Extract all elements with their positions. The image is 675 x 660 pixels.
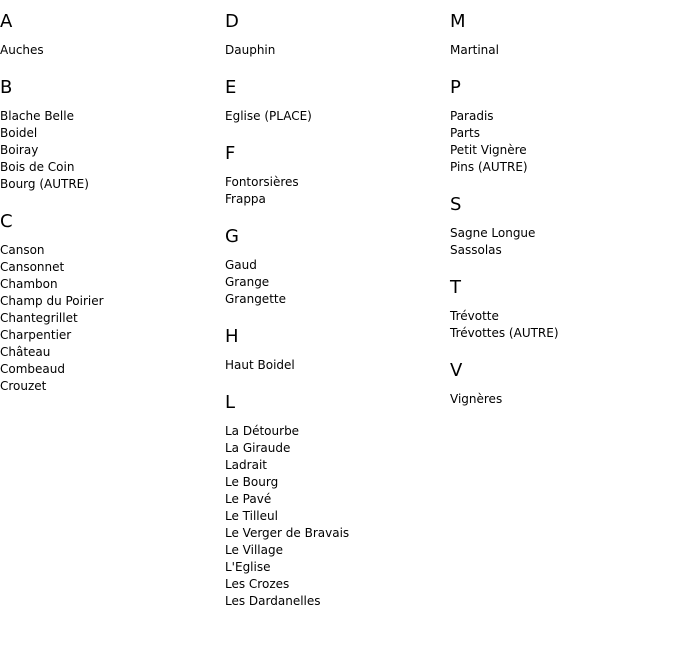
place-link[interactable]: Vignères bbox=[450, 392, 503, 406]
place-link[interactable]: Martinal bbox=[450, 43, 499, 57]
place-list bbox=[450, 391, 665, 408]
place-link[interactable]: Frappa bbox=[225, 192, 266, 206]
place-list bbox=[225, 42, 440, 59]
place-list-item bbox=[225, 508, 440, 525]
letter-heading: M bbox=[450, 11, 466, 32]
place-link[interactable]: Crouzet bbox=[0, 379, 47, 393]
place-link[interactable]: La Détourbe bbox=[225, 424, 300, 438]
place-link[interactable]: La Giraude bbox=[225, 441, 291, 455]
letter-heading: P bbox=[450, 77, 461, 98]
place-link[interactable]: Eglise (PLACE) bbox=[225, 109, 312, 123]
place-list-item bbox=[225, 291, 440, 308]
letter-group bbox=[225, 10, 440, 59]
place-list-item bbox=[225, 576, 440, 593]
place-list-item bbox=[450, 108, 665, 125]
place-list-item bbox=[225, 593, 440, 610]
place-link[interactable]: Haut Boidel bbox=[225, 358, 295, 372]
letter-group bbox=[225, 76, 440, 125]
place-link[interactable]: Chantegrillet bbox=[0, 311, 78, 325]
place-link[interactable]: Trévottes (AUTRE) bbox=[450, 326, 559, 340]
place-list-item bbox=[450, 325, 665, 342]
place-link[interactable]: Trévotte bbox=[450, 309, 499, 323]
place-link[interactable]: Charpentier bbox=[0, 328, 72, 342]
place-list-item bbox=[0, 159, 215, 176]
place-list-item bbox=[0, 242, 215, 259]
place-list-item bbox=[0, 142, 215, 159]
letter-group bbox=[225, 325, 440, 374]
place-list-item bbox=[225, 357, 440, 374]
letter-heading: T bbox=[450, 277, 461, 298]
place-link[interactable]: Blache Belle bbox=[0, 109, 74, 123]
letter-group bbox=[0, 10, 215, 59]
place-list-item bbox=[450, 125, 665, 142]
place-list-item bbox=[450, 391, 665, 408]
place-list-item bbox=[450, 159, 665, 176]
letter-heading: G bbox=[225, 226, 239, 247]
place-list-item bbox=[225, 423, 440, 440]
place-list bbox=[450, 308, 665, 342]
place-list-item bbox=[0, 276, 215, 293]
letter-heading: F bbox=[225, 143, 236, 164]
letter-group bbox=[0, 76, 215, 193]
place-link[interactable]: Paradis bbox=[450, 109, 494, 123]
place-list-item bbox=[225, 474, 440, 491]
place-link[interactable]: Combeaud bbox=[0, 362, 65, 376]
letter-heading: D bbox=[225, 11, 239, 32]
place-link[interactable]: Pins (AUTRE) bbox=[450, 160, 528, 174]
place-link[interactable]: Grange bbox=[225, 275, 270, 289]
place-link[interactable]: Fontorsières bbox=[225, 175, 299, 189]
letter-heading: E bbox=[225, 77, 237, 98]
place-list-item bbox=[225, 274, 440, 291]
place-list bbox=[0, 42, 215, 59]
place-list-item bbox=[225, 525, 440, 542]
place-list-item bbox=[450, 242, 665, 259]
place-list-item bbox=[0, 108, 215, 125]
letter-group bbox=[450, 10, 665, 59]
place-list-item bbox=[225, 257, 440, 274]
place-link[interactable]: Gaud bbox=[225, 258, 257, 272]
place-link[interactable]: Chambon bbox=[0, 277, 58, 291]
place-link[interactable]: Bois de Coin bbox=[0, 160, 75, 174]
place-link[interactable]: Cansonnet bbox=[0, 260, 65, 274]
place-list bbox=[225, 357, 440, 374]
place-list-item bbox=[225, 174, 440, 191]
letter-group bbox=[450, 276, 665, 342]
index-column-1 bbox=[0, 10, 215, 395]
place-link[interactable]: Parts bbox=[450, 126, 480, 140]
place-link[interactable]: Champ du Poirier bbox=[0, 294, 104, 308]
index-column-3 bbox=[450, 10, 665, 408]
place-link[interactable]: Le Verger de Bravais bbox=[225, 526, 350, 540]
place-list-item bbox=[450, 308, 665, 325]
place-link[interactable]: Le Bourg bbox=[225, 475, 279, 489]
place-link[interactable]: Canson bbox=[0, 243, 45, 257]
place-list-item bbox=[0, 344, 215, 361]
letter-heading: C bbox=[0, 211, 13, 232]
place-link[interactable]: Sassolas bbox=[450, 243, 502, 257]
place-link[interactable]: Petit Vignère bbox=[450, 143, 527, 157]
letter-heading: S bbox=[450, 194, 462, 215]
place-link[interactable]: Le Pavé bbox=[225, 492, 272, 506]
place-list-item bbox=[225, 440, 440, 457]
place-link[interactable]: Sagne Longue bbox=[450, 226, 536, 240]
letter-heading: A bbox=[0, 11, 13, 32]
place-list-item bbox=[225, 42, 440, 59]
letter-group bbox=[225, 142, 440, 208]
place-link[interactable]: L'Eglise bbox=[225, 560, 271, 574]
place-list-item bbox=[225, 457, 440, 474]
place-link[interactable]: Les Dardanelles bbox=[225, 594, 321, 608]
place-link[interactable]: Boidel bbox=[0, 126, 38, 140]
place-link[interactable]: Château bbox=[0, 345, 51, 359]
index-column-2 bbox=[225, 10, 440, 610]
place-list bbox=[450, 225, 665, 259]
place-list-item bbox=[450, 142, 665, 159]
place-link[interactable]: Ladrait bbox=[225, 458, 267, 472]
place-list bbox=[450, 42, 665, 59]
letter-group bbox=[225, 225, 440, 308]
letter-group bbox=[450, 193, 665, 259]
place-link[interactable]: Le Village bbox=[225, 543, 283, 557]
place-list bbox=[225, 257, 440, 308]
place-list bbox=[0, 242, 215, 395]
letter-group bbox=[225, 391, 440, 610]
place-link[interactable]: Le Tilleul bbox=[225, 509, 278, 523]
place-link[interactable]: Boiray bbox=[0, 143, 39, 157]
place-list bbox=[225, 108, 440, 125]
place-list-item bbox=[0, 310, 215, 327]
place-link[interactable]: Bourg (AUTRE) bbox=[0, 177, 89, 191]
place-link[interactable]: Les Crozes bbox=[225, 577, 290, 591]
place-list bbox=[0, 108, 215, 193]
letter-group bbox=[450, 76, 665, 176]
place-list-item bbox=[0, 378, 215, 395]
place-list-item bbox=[450, 225, 665, 242]
place-list-item bbox=[0, 293, 215, 310]
place-list-item bbox=[0, 42, 215, 59]
letter-group bbox=[0, 210, 215, 395]
place-list bbox=[225, 174, 440, 208]
place-list-item bbox=[225, 491, 440, 508]
place-list-item bbox=[225, 559, 440, 576]
place-link[interactable]: Grangette bbox=[225, 292, 286, 306]
place-list-item bbox=[0, 361, 215, 378]
place-link[interactable]: Dauphin bbox=[225, 43, 276, 57]
letter-heading: L bbox=[225, 392, 236, 413]
place-list-item bbox=[0, 327, 215, 344]
letter-heading: V bbox=[450, 360, 463, 381]
place-list bbox=[450, 108, 665, 176]
place-list-item bbox=[225, 108, 440, 125]
place-list-item bbox=[225, 542, 440, 559]
place-list bbox=[225, 423, 440, 610]
place-link[interactable]: Auches bbox=[0, 43, 44, 57]
letter-heading: B bbox=[0, 77, 13, 98]
place-list-item bbox=[0, 176, 215, 193]
letter-heading: H bbox=[225, 326, 239, 347]
place-list-item bbox=[0, 259, 215, 276]
letter-group bbox=[450, 359, 665, 408]
place-list-item bbox=[225, 191, 440, 208]
place-list-item bbox=[450, 42, 665, 59]
place-list-item bbox=[0, 125, 215, 142]
